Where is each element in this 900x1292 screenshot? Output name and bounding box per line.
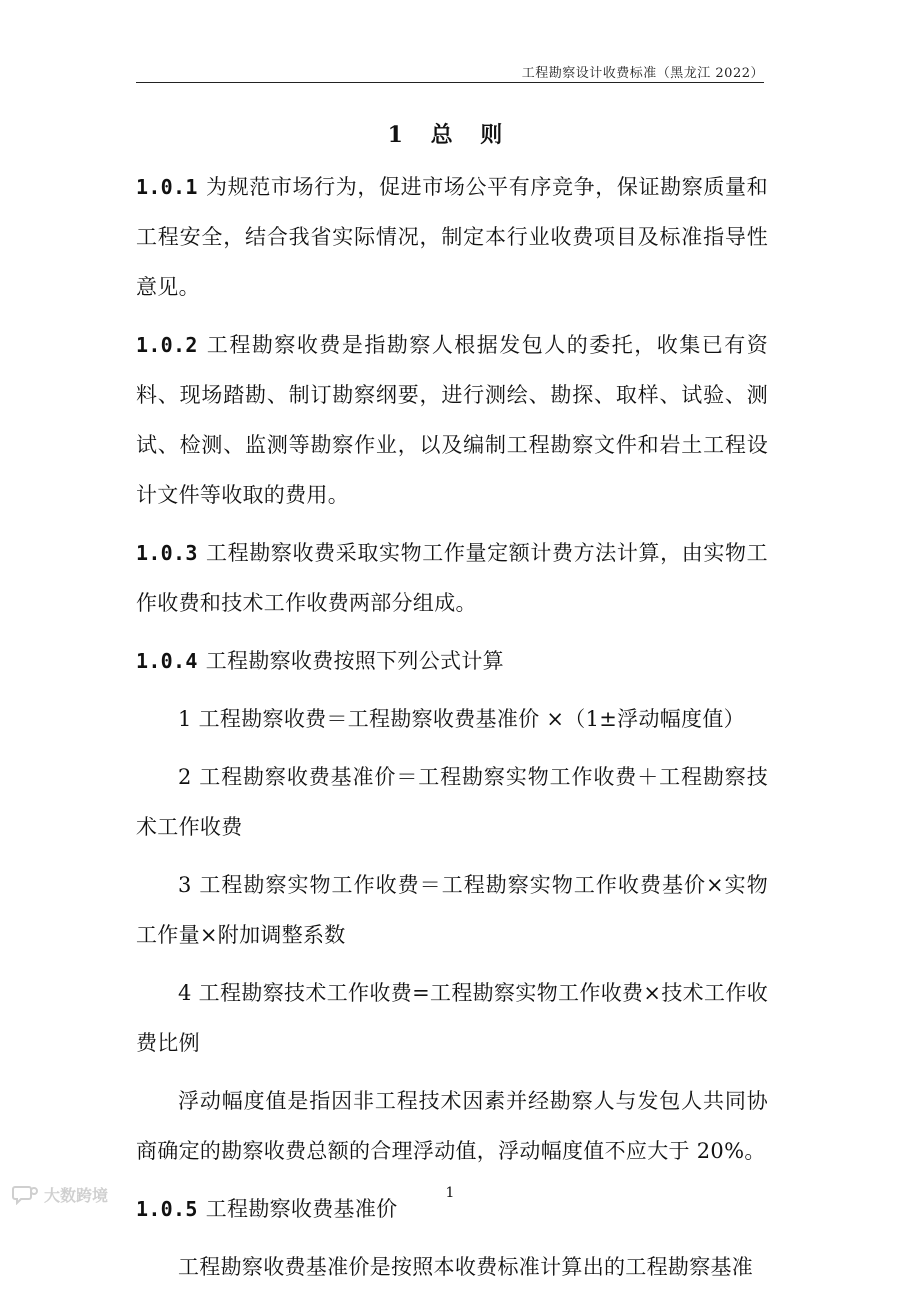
section-number: 1.0.2 [136, 333, 198, 357]
section-text: 工程勘察收费基准价 [205, 1197, 398, 1221]
section-1-0-4 [136, 636, 768, 686]
section-1-0-3 [136, 528, 768, 628]
section-1-0-5-body: 工程勘察收费基准价是按照本收费标准计算出的工程勘察基准 [178, 1255, 754, 1279]
section-number: 1.0.4 [136, 649, 198, 673]
float-note: 浮动幅度值是指因非工程技术因素并经勘察人与发包人共同协商确定的勘察收费总额的合理浮动值，浮动幅度值不应大于 20%。 [136, 1089, 768, 1163]
section-1-0-2 [136, 320, 768, 520]
watermark [12, 1183, 108, 1206]
section-1-0-1 [136, 162, 768, 312]
section-number: 1.0.3 [136, 541, 198, 565]
formula-3: 3 工程勘察实物工作收费＝工程勘察实物工作收费基价×实物工作量×附加调整系数 [136, 873, 768, 947]
chat-bubble-icon [12, 1185, 38, 1205]
formula-2: 2 工程勘察收费基准价＝工程勘察实物工作收费＋工程勘察技术工作收费 [136, 765, 768, 839]
watermark-text: 大数跨境 [44, 1186, 109, 1205]
formula-4: 4 工程勘察技术工作收费=工程勘察实物工作收费×技术工作收费比例 [136, 981, 768, 1055]
section-text: 为规范市场行为，促进市场公平有序竞争，保证勘察质量和工程安全，结合我省实际情况，制定本行业收费项目及标准指导性意见。 [136, 175, 768, 299]
header-rule [136, 82, 764, 83]
page-number: 1 [445, 1185, 455, 1201]
chapter-title: 1 总 则 [387, 122, 513, 148]
document-body [136, 162, 768, 1292]
running-header: 工程勘察设计收费标准（黑龙江 2022） [521, 66, 764, 81]
section-number: 1.0.1 [136, 175, 198, 199]
section-number: 1.0.5 [136, 1197, 198, 1221]
section-text: 工程勘察收费按照下列公式计算 [205, 649, 504, 673]
section-text: 工程勘察收费采取实物工作量定额计费方法计算，由实物工作收费和技术工作收费两部分组成。 [136, 541, 768, 615]
section-text: 工程勘察收费是指勘察人根据发包人的委托，收集已有资料、现场踏勘、制订勘察纲要，进行测绘、勘探、取样、试验、测试、检测、监测等勘察作业，以及编制工程勘察文件和岩土工程设计文件等收取的费用。 [136, 333, 768, 507]
formula-1: 1 工程勘察收费＝工程勘察收费基准价 ×（1±浮动幅度值） [178, 707, 745, 731]
